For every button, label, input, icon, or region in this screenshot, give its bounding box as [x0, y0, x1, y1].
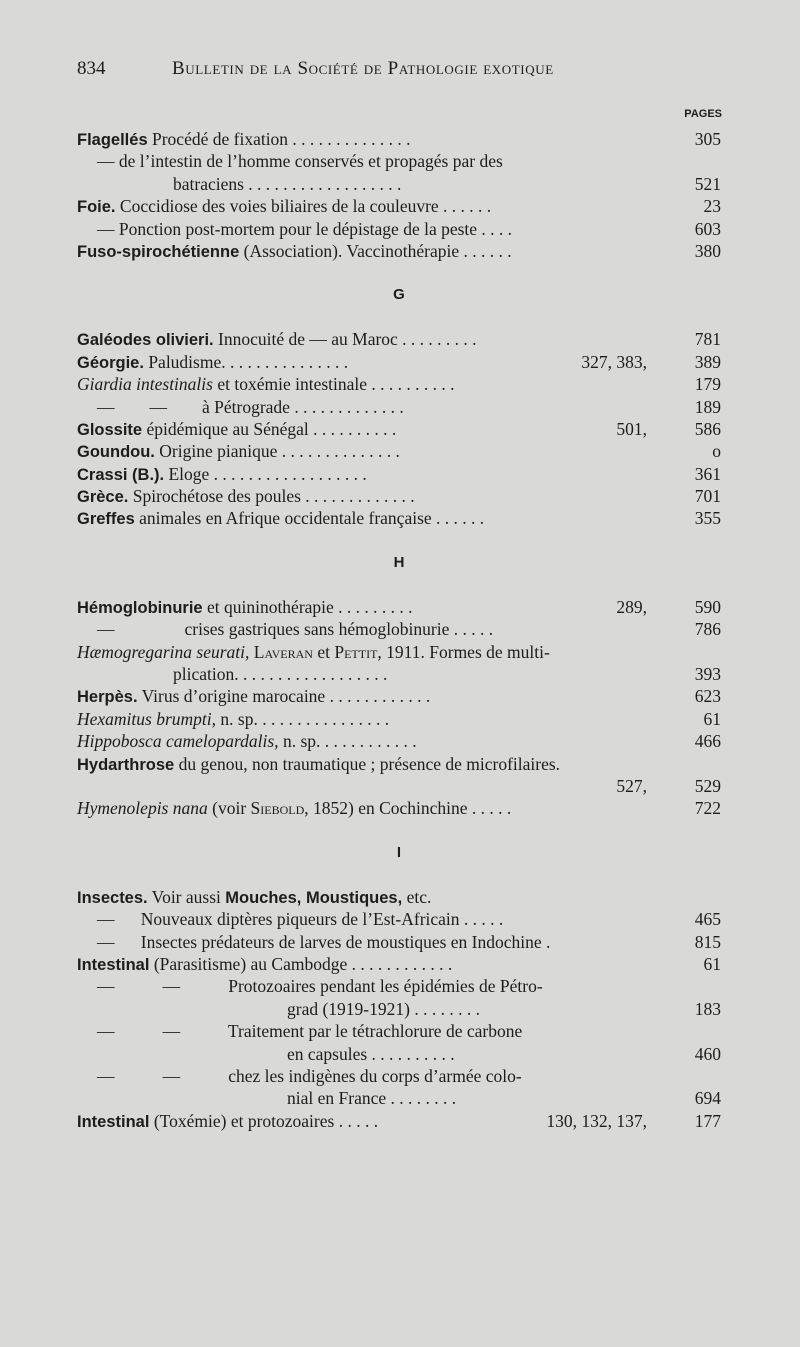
page-ref: 623 — [694, 686, 721, 707]
index-entry: — — Protozoaires pendant les épidémies de Pétro- — [97, 976, 543, 997]
page-ref: 61 — [703, 708, 721, 729]
page-ref: 61 — [703, 953, 721, 974]
page-ref: 586 — [694, 418, 721, 439]
index-entry: — de l’intestin de l’homme conservés et propagés par des — [97, 151, 503, 172]
index-entry: Goundou. Origine pianique . . . . . . . . . . . . . . o — [77, 441, 721, 462]
index-entry: Intestinal (Toxémie) et protozoaires . . . . . 130, 132, 137, 177 — [77, 1110, 721, 1131]
index-entry: plication. . . . . . . . . . . . . . . . . . 393 — [173, 664, 721, 685]
index-entry — [77, 775, 721, 797]
index-entry: — Nouveaux diptères piqueurs de l’Est-Africain . . . . . 465 — [97, 909, 721, 930]
index-entry: Hæmogregarina seurati, Laveran et Pettit, 1911. Formes de multi- — [77, 641, 550, 662]
page-ref: 380 — [694, 240, 721, 261]
index-entry: Flagellés Procédé de fixation . . . . . . . . . . . . . . 305 — [77, 129, 721, 149]
index-entry: — Ponction post-mortem pour le dépistage de la peste . . . . 603 — [97, 218, 721, 239]
page-ref: 465 — [694, 909, 721, 930]
page-ref: 177 — [694, 1110, 721, 1131]
page-ref: 355 — [694, 508, 721, 529]
page-ref: 786 — [694, 619, 721, 640]
page-ref: 460 — [694, 1043, 721, 1064]
index-entry: Fuso-spirochétienne (Association). Vaccinothérapie . . . . . . 380 — [77, 240, 721, 261]
index-entry: — — chez les indigènes du corps d’armée colo- — [97, 1065, 522, 1086]
index-entry: Giardia intestinalis et toxémie intestinale . . . . . . . . . . 179 — [77, 374, 721, 395]
index-entries — [77, 128, 721, 1132]
section-letter-i: I — [396, 843, 402, 861]
running-head — [77, 58, 725, 84]
page-ref-extra: 130, 132, 137, — [546, 1110, 647, 1131]
page-ref: 722 — [694, 798, 721, 819]
index-entry: Herpès. Virus d’origine marocaine . . . . . . . . . . . . 623 — [77, 686, 721, 707]
index-entry: — — Traitement par le tétrachlorure de carbone — [97, 1021, 523, 1042]
page-ref: 183 — [694, 998, 721, 1019]
page-ref-extra: 289, — [616, 596, 647, 617]
index-entry: Géorgie. Paludisme. . . . . . . . . . . . . . . 327, 383, 389 — [77, 351, 721, 372]
index-entry: Intestinal (Parasitisme) au Cambodge . . . . . . . . . . . . 61 — [77, 953, 721, 974]
index-entry: en capsules . . . . . . . . . . 460 — [287, 1043, 721, 1064]
page-number: 834 — [77, 58, 106, 79]
journal-title: Bulletin de la Société de Pathologie exotique — [172, 58, 554, 79]
section-letter-h: H — [393, 553, 405, 571]
index-entry: Greffes animales en Afrique occidentale française . . . . . . 355 — [77, 508, 721, 529]
index-entry: nial en France . . . . . . . . 694 — [287, 1088, 721, 1109]
index-entry: — — à Pétrograde . . . . . . . . . . . . . 189 — [97, 396, 721, 417]
index-entry: Glossite épidémique au Sénégal . . . . . . . . . . 501, 586 — [77, 418, 721, 439]
page-ref: 466 — [694, 731, 721, 752]
page-ref-extra: 327, 383, — [581, 351, 647, 372]
index-entry: grad (1919-1921) . . . . . . . . 183 — [287, 998, 721, 1019]
page-ref: 305 — [694, 129, 721, 149]
index-entry: batraciens . . . . . . . . . . . . . . . . . . 521 — [173, 173, 721, 194]
index-entry: Foie. Coccidiose des voies biliaires de la couleuvre . . . . . . 23 — [77, 196, 721, 217]
page-ref: 361 — [694, 463, 721, 484]
page-ref: 389 — [694, 351, 721, 372]
page-ref: 781 — [694, 329, 721, 350]
page-ref-extra: 527, — [616, 775, 647, 796]
page-ref: o — [712, 441, 721, 462]
page-ref: 815 — [694, 931, 721, 952]
page-ref-extra: 501, — [616, 418, 647, 439]
index-entry: Grèce. Spirochétose des poules . . . . . . . . . . . . . 701 — [77, 486, 721, 507]
index-entry: Crassi (B.). Eloge . . . . . . . . . . . . . . . . . . 361 — [77, 463, 721, 484]
page-ref: 189 — [694, 396, 721, 417]
index-entry: Hexamitus brumpti, n. sp. . . . . . . . . . . . . . . . 61 — [77, 708, 721, 729]
pages-column-label: PAGES — [684, 108, 722, 120]
page-ref: 179 — [694, 374, 721, 395]
page-ref: 393 — [694, 664, 721, 685]
page-ref: 701 — [694, 486, 721, 507]
index-entry: Galéodes olivieri. Innocuité de — au Maroc . . . . . . . . . 781 — [77, 329, 721, 350]
section-letter-g: G — [393, 286, 405, 304]
index-entry: Hippobosca camelopardalis, n. sp. . . . . . . . . . . . 466 — [77, 731, 721, 752]
index-entry: Hydarthrose du genou, non traumatique ; présence de microfilaires. — [77, 753, 561, 774]
index-entry: Insectes. Voir aussi Mouches, Moustiques, etc. — [77, 886, 432, 907]
page-ref: 529 — [694, 775, 721, 796]
index-entry: Hymenolepis nana (voir Siebold, 1852) en Cochinchine . . . . . 722 — [77, 798, 721, 819]
page-ref: 603 — [694, 218, 721, 239]
index-entry: — crises gastriques sans hémoglobinurie . . . . . 786 — [97, 619, 721, 640]
page-ref: 590 — [694, 596, 721, 617]
page-ref: 521 — [694, 173, 721, 194]
page-ref: 694 — [694, 1088, 721, 1109]
index-entry: Hémoglobinurie et quininothérapie . . . . . . . . . 289, 590 — [77, 596, 721, 617]
index-entry: — Insectes prédateurs de larves de moustiques en Indochine . 815 — [97, 931, 721, 952]
page-ref: 23 — [703, 196, 721, 217]
